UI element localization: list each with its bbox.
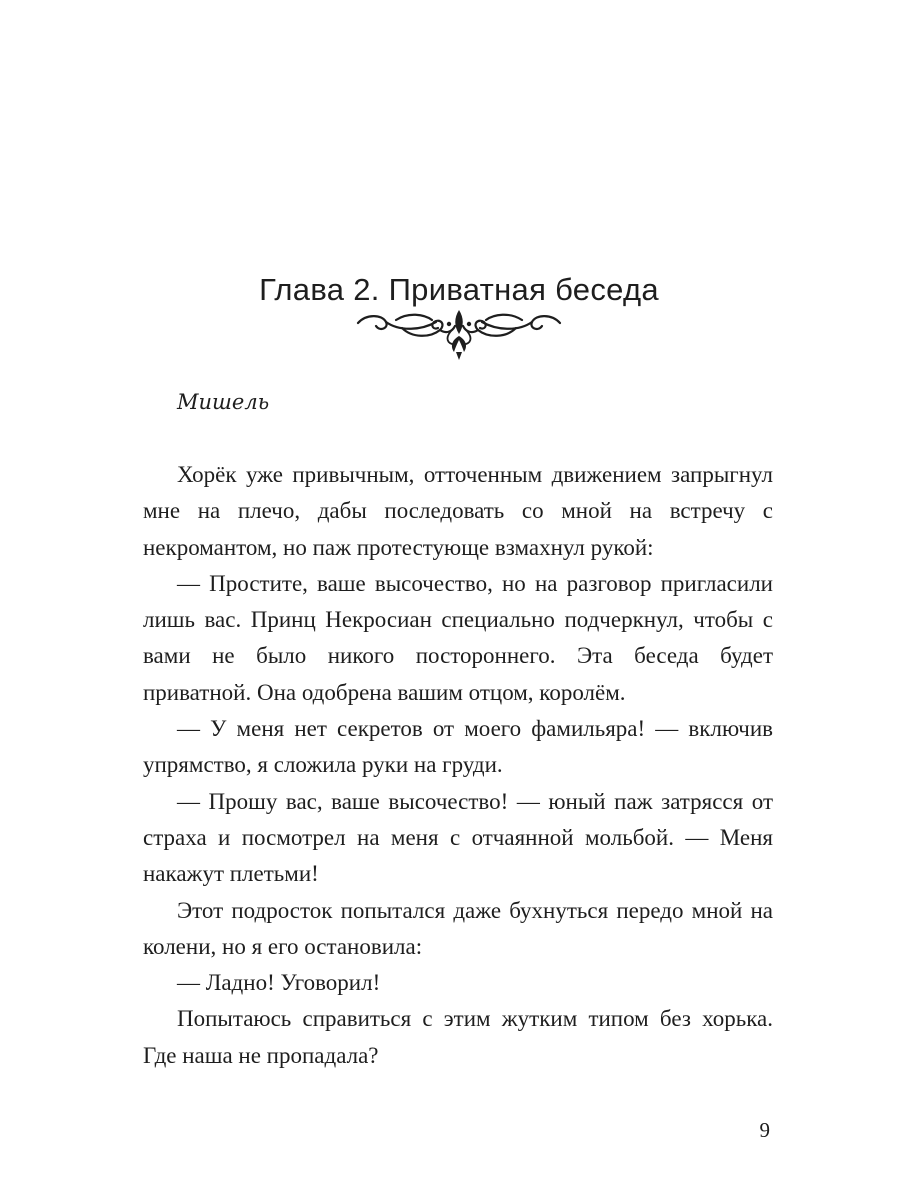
chapter-title: Глава 2. Приватная беседа [259,272,659,307]
paragraph: — Прошу вас, ваше высочество! — юный паж затрясся от страха и посмотрел на меня с отчаянной мольбой. — Меня накажут плетьми! [143,788,773,887]
page-number: 9 [759,1118,770,1142]
paragraph: — У меня нет секретов от моего фамильяра! — включив упрямство, я сложила руки на груди. [143,716,773,778]
paragraph: — Ладно! Уговорил! [177,970,381,996]
paragraph: Этот подросток попытался даже бухнуться передо мной на колени, но я его остановила: [143,897,773,959]
paragraph: Попытаюсь справиться с этим жутким типом без хорька. Где наша не пропадала? [143,1006,773,1068]
flourish-ornament-icon [352,306,566,362]
paragraph: — Простите, ваше высочество, но на разговор пригласили лишь вас. Принц Некросиан специально подчеркнул, чтобы с вами не было никого постороннего. Эта беседа будет приватной. Она одобрена вашим отцом, королём. [143,570,773,705]
chapter-body [143,457,773,1074]
paragraph: Хорёк уже привычным, отточенным движением запрыгнул мне на плечо, дабы последовать со мной на встречу с некромантом, но паж протестующе взмахнул рукой: [143,462,773,560]
pov-character-name: Мишель [177,390,270,414]
